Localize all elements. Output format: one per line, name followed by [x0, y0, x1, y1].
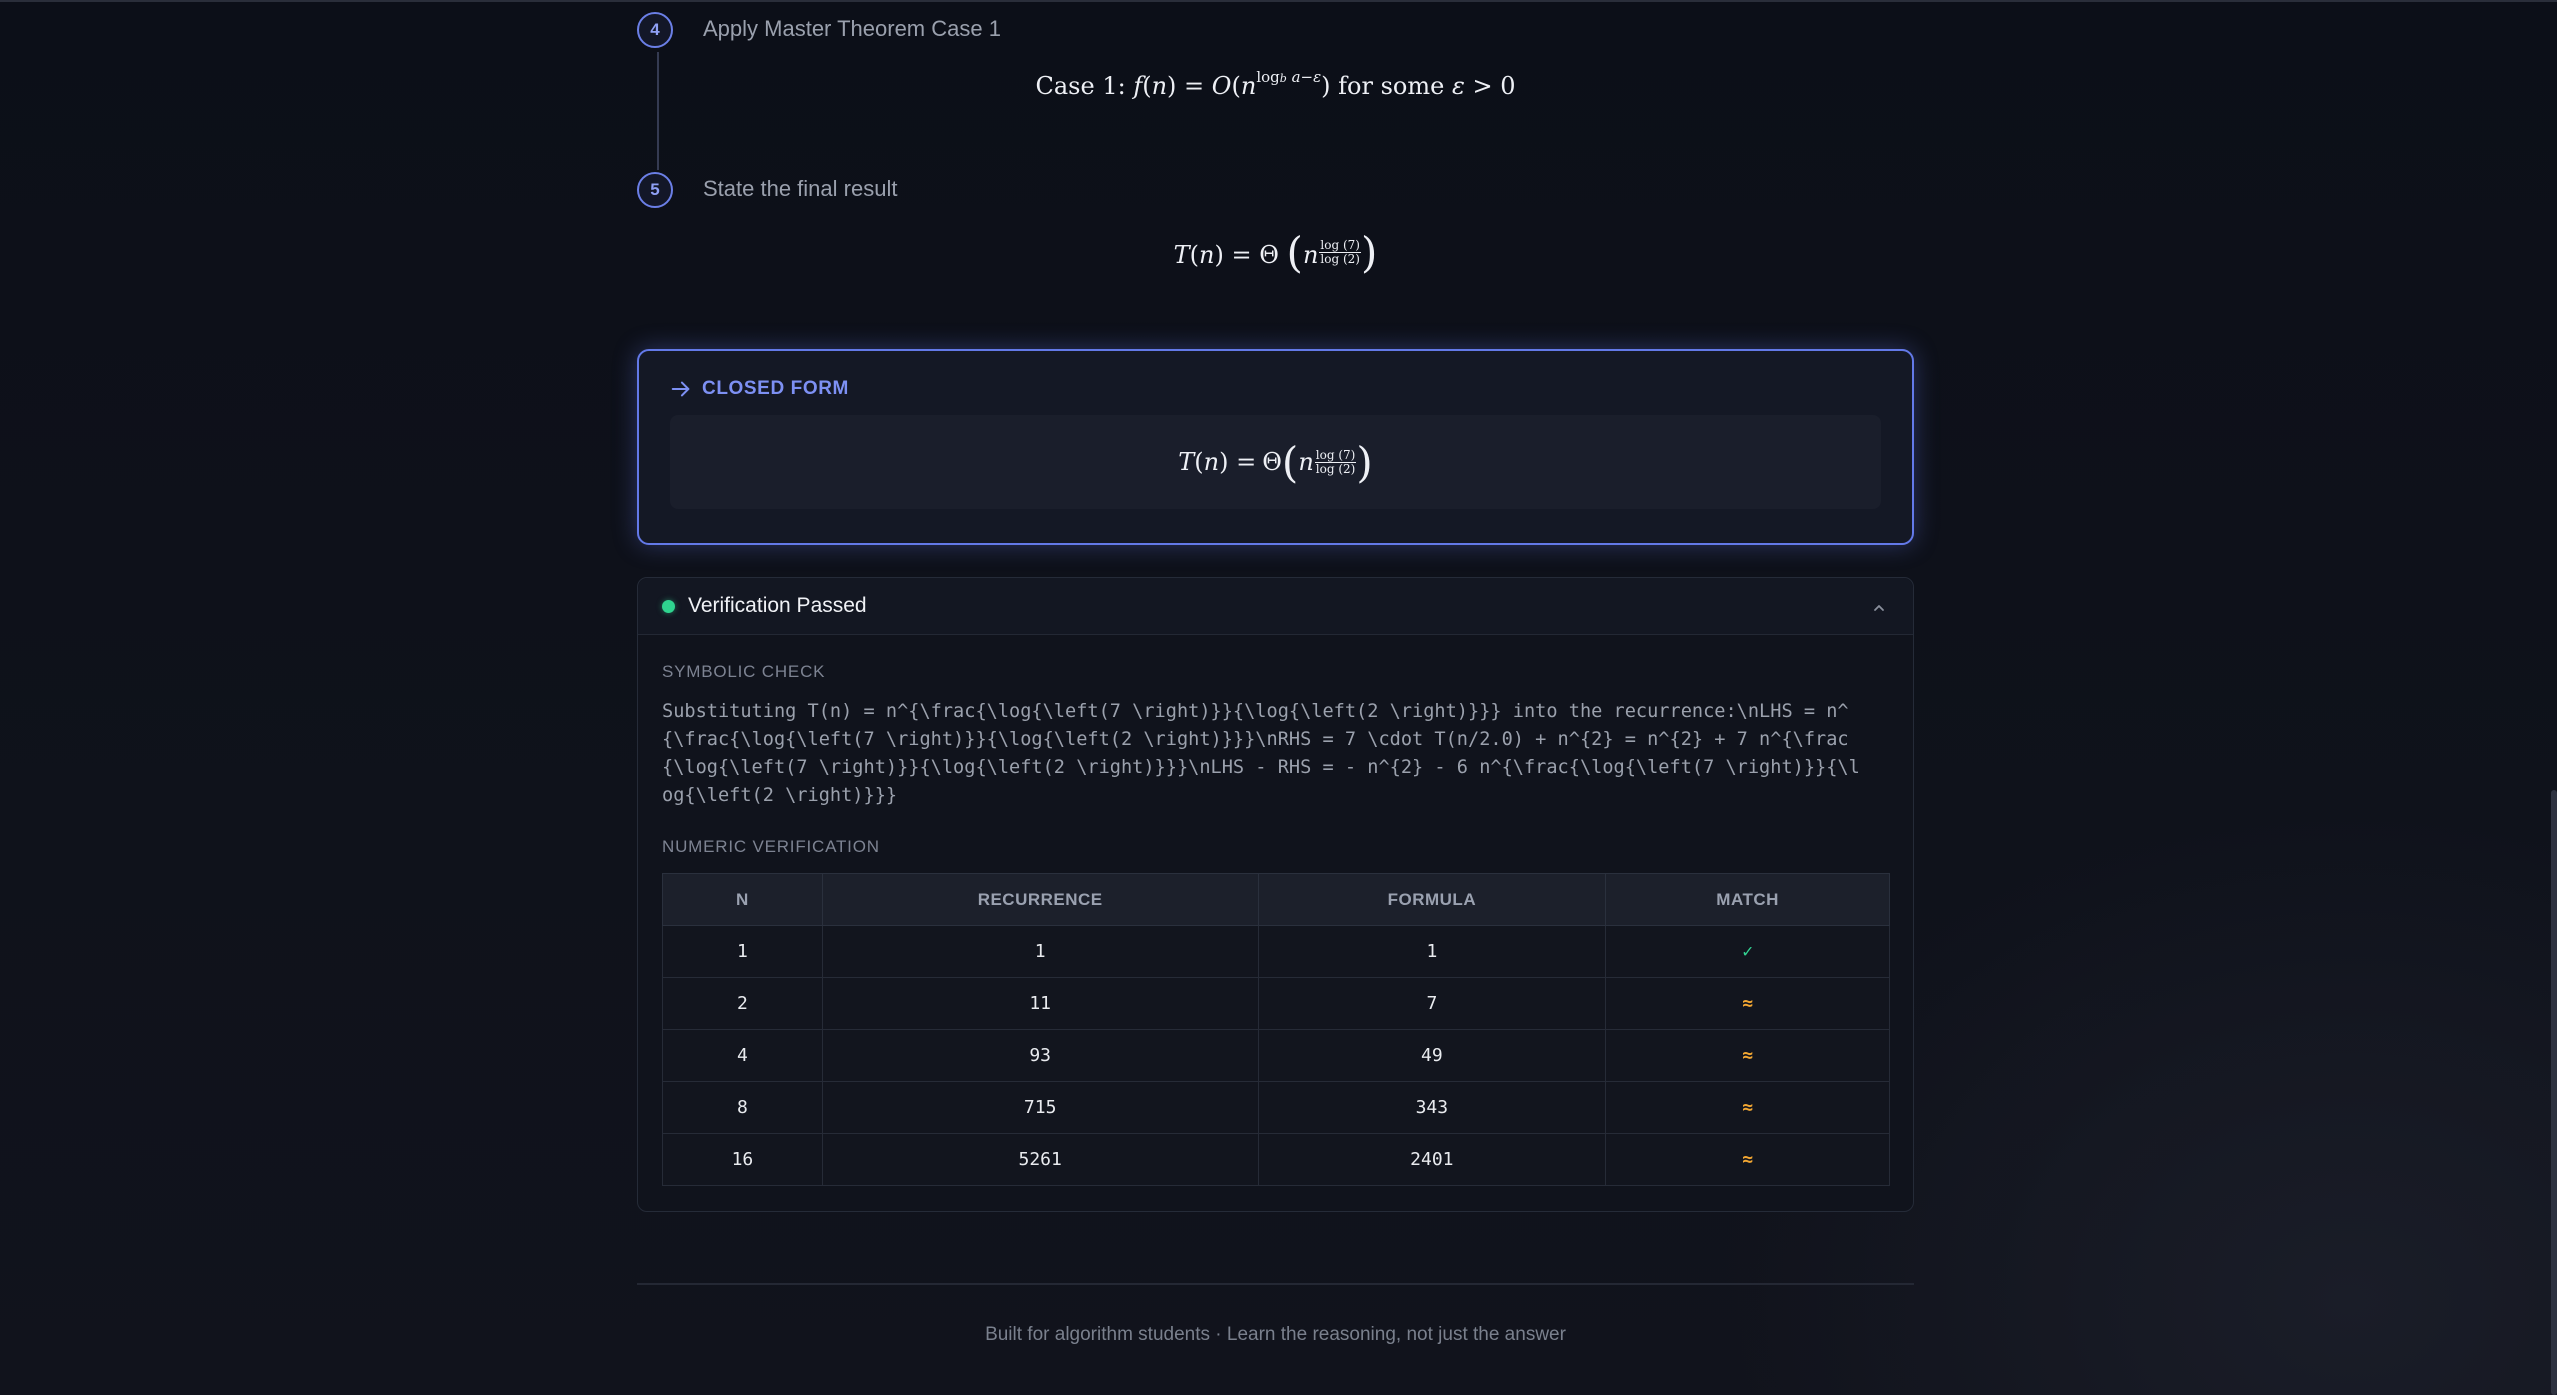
footer-divider — [637, 1283, 1914, 1285]
fraction-numerator: log (7) — [1315, 447, 1356, 462]
cell-recurrence: 715 — [822, 1082, 1258, 1134]
closed-form-formula: T ( n ) = Θ ( n $\frac{\log (7)}{\log (2)}$ ) — [670, 415, 1881, 509]
formula-symbol: O — [1211, 72, 1232, 100]
symbolic-check-text: Substituting T(n) = n^{\frac{\log{\left(7 \right)}}{\log{\left(2 \right)}}} into the recurrence:\nLHS = n^{\frac{\log{\left(7 \right)}}{\log{\left(2 \right)}}}\nRHS = 7 \cdot T(n/2.0) + n^{2} = n^{2} + 7 n^{\frac{\log{\left(7 \right)}}{\log{\left(2 \right)}}}\nLHS - RHS = - n^{2} - 6 n^{\frac{\log{\left(7 \right)}}{\log{\left(2 \right)}}} — [662, 701, 1860, 806]
cell-match-approx-icon: ≈ — [1606, 1082, 1890, 1134]
arrow-right-icon — [670, 378, 692, 400]
formula-exponent: logb a−ε — [1256, 68, 1322, 86]
cell-formula: 343 — [1258, 1082, 1606, 1134]
numeric-verification-label: NUMERIC VERIFICATION — [662, 837, 880, 856]
cell-formula: 7 — [1258, 978, 1606, 1030]
table-row — [663, 978, 1890, 1030]
cell-formula: 2401 — [1258, 1134, 1606, 1186]
formula-symbol: ε — [1313, 68, 1322, 86]
column-header-match: MATCH — [1606, 874, 1890, 926]
table-row — [663, 926, 1890, 978]
formula-symbol: a — [1291, 68, 1301, 86]
main-content — [637, 0, 1914, 1345]
step-title: State the final result — [703, 176, 898, 201]
formula-symbol: Θ — [1259, 241, 1279, 269]
step-number-badge: 5 — [637, 172, 673, 208]
fraction-numerator: log (7) — [1320, 238, 1360, 252]
footer-tagline: Built for algorithm students · Learn the reasoning, not just the answer — [985, 1324, 1566, 1345]
cell-n: 4 — [663, 1030, 823, 1082]
formula-symbol: f — [1133, 72, 1143, 100]
fraction-denominator: log (2) — [1315, 461, 1356, 476]
column-header-n: N — [663, 874, 823, 926]
verification-header-toggle[interactable] — [638, 578, 1913, 635]
cell-recurrence: 93 — [822, 1030, 1258, 1082]
fraction-denominator: log (2) — [1320, 252, 1360, 266]
cell-n: 1 — [663, 926, 823, 978]
table-header-row — [663, 874, 1890, 926]
closed-form-label: CLOSED FORM — [702, 378, 849, 399]
formula-paren: ( — [1281, 437, 1299, 487]
cell-match-approx-icon: ≈ — [1606, 1134, 1890, 1186]
step-title: Apply Master Theorem Case 1 — [703, 16, 1001, 41]
formula-symbol: T — [1178, 448, 1195, 476]
cell-formula: 49 — [1258, 1030, 1606, 1082]
cell-n: 16 — [663, 1134, 823, 1186]
cell-match-approx-icon: ≈ — [1606, 978, 1890, 1030]
status-dot-icon — [662, 600, 675, 613]
column-header-formula: FORMULA — [1258, 874, 1606, 926]
formula-symbol: ε — [1451, 72, 1465, 100]
formula-symbol: T — [1173, 241, 1190, 269]
formula-symbol: log — [1256, 68, 1280, 86]
table-row — [663, 1082, 1890, 1134]
table-row — [663, 1030, 1890, 1082]
closed-form-header — [670, 378, 849, 400]
cell-recurrence: 1 — [822, 926, 1258, 978]
cell-recurrence: 11 — [822, 978, 1258, 1030]
formula-symbol: n — [1298, 448, 1314, 476]
formula-symbol: b — [1279, 72, 1287, 85]
cell-recurrence: 5261 — [822, 1134, 1258, 1186]
cell-n: 8 — [663, 1082, 823, 1134]
formula-paren: ( — [1286, 228, 1303, 277]
cell-match-approx-icon: ≈ — [1606, 1030, 1890, 1082]
formula-symbol: n — [1151, 72, 1168, 100]
formula-text: > 0 — [1464, 72, 1516, 100]
numeric-verification-table — [662, 873, 1890, 1186]
formula-prefix: Case 1: — [1035, 72, 1134, 100]
formula-text: for some — [1330, 72, 1452, 100]
formula-symbol: n — [1302, 241, 1319, 269]
formula-symbol: n — [1203, 448, 1220, 476]
cell-match-check-icon: ✓ — [1606, 926, 1890, 978]
cell-formula: 1 — [1258, 926, 1606, 978]
cell-n: 2 — [663, 978, 823, 1030]
verification-panel — [637, 577, 1914, 1212]
table-row — [663, 1134, 1890, 1186]
formula-symbol: n — [1240, 72, 1257, 100]
formula-paren: ) — [1360, 228, 1378, 277]
chevron-up-icon[interactable] — [1871, 600, 1887, 616]
symbolic-check-label: SYMBOLIC CHECK — [662, 662, 826, 681]
solution-steps — [637, 0, 1914, 320]
step-formula: Case 1: $f(n) = O(n^{logb a-\varepsilon})$ for some ε > 0 — [1035, 68, 1516, 100]
closed-form-card — [637, 349, 1914, 545]
formula-paren: ) — [1356, 437, 1373, 487]
formula-fraction — [1319, 240, 1361, 265]
column-header-recurrence: RECURRENCE — [822, 874, 1258, 926]
step-number-badge: 4 — [637, 12, 673, 48]
formula-symbol: Θ — [1262, 448, 1282, 476]
verification-title: Verification Passed — [688, 594, 867, 617]
formula-fraction — [1315, 447, 1357, 476]
page-scrollbar[interactable] — [2551, 790, 2557, 1395]
step-formula: T(n) = Θ (n $\frac{\log (7)}{\log (2)}$ ) — [1173, 228, 1378, 277]
formula-symbol: n — [1199, 241, 1215, 269]
